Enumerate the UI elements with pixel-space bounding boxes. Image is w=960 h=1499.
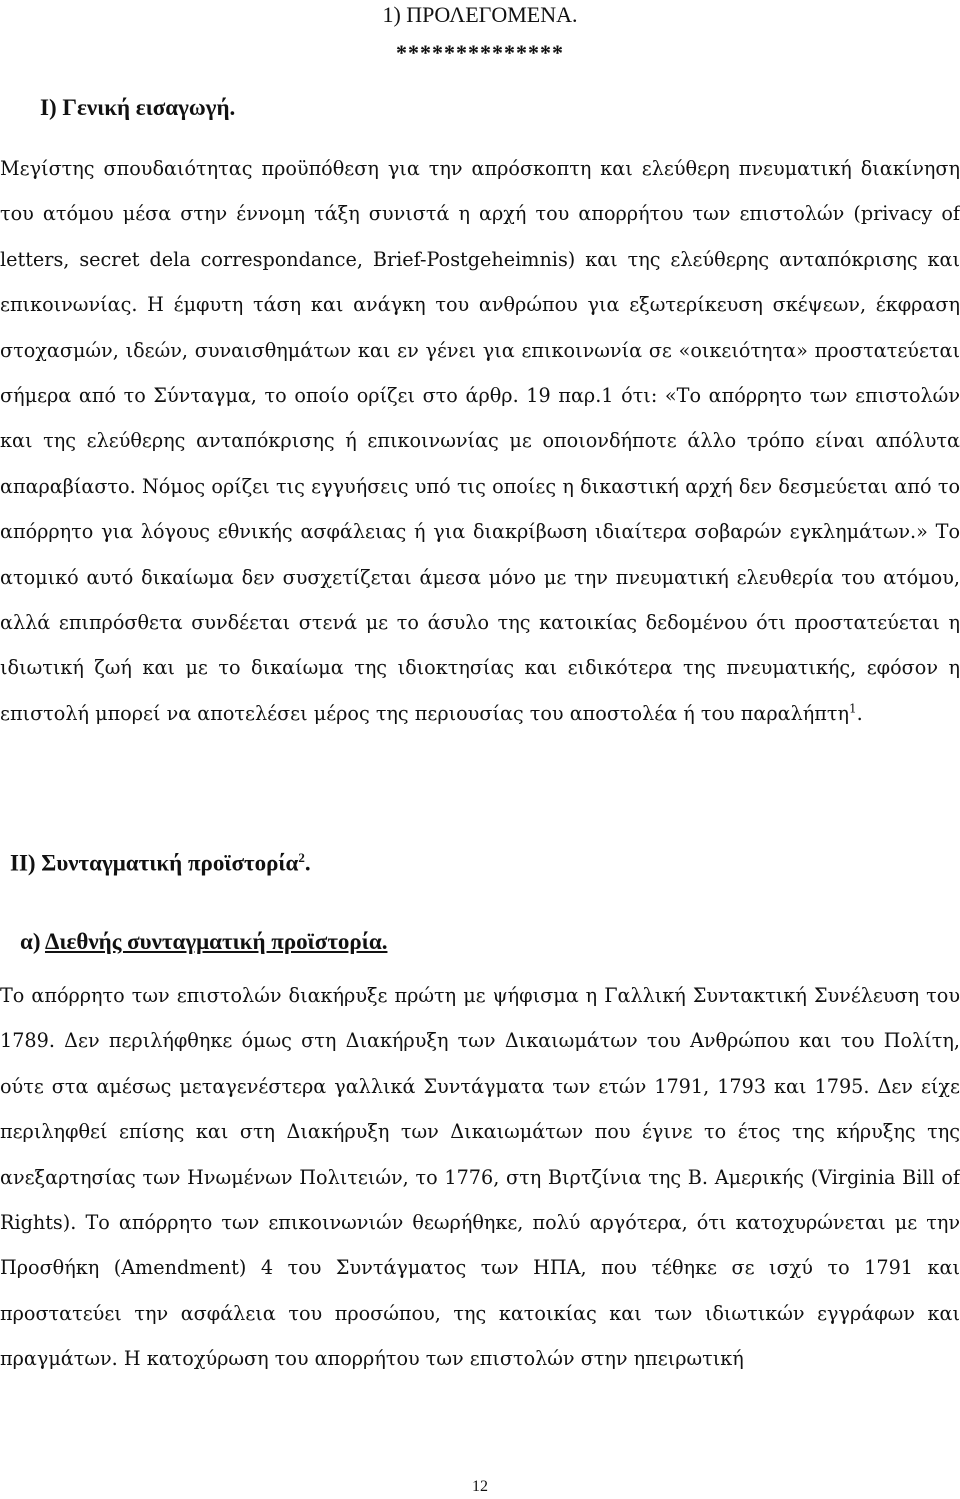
- paragraph-introduction: [0, 146, 960, 736]
- subsection-label: α): [20, 929, 45, 954]
- section-heading-constitutional-history: [10, 850, 311, 877]
- footnote-ref-1[interactable]: 1: [848, 701, 857, 716]
- title-asterisk-rule: **************: [396, 40, 564, 65]
- section-2-heading-text: ΙΙ) Συνταγματική προϊστορία: [10, 850, 299, 876]
- subsection-heading-international: [20, 929, 387, 955]
- paragraph-introduction-end: .: [856, 701, 863, 725]
- subsection-heading-text: Διεθνής συνταγματική προϊστορία.: [44, 929, 388, 954]
- page-number: 12: [472, 1478, 488, 1495]
- section-2-heading-end: .: [304, 850, 311, 876]
- chapter-title: 1) ΠΡΟΛΕΓΟΜΕΝΑ.: [382, 2, 578, 27]
- paragraph-international-history: Το απόρρητο των επιστολών διακήρυξε πρώτη με ψήφισμα η Γαλλική Συντακτική Συνέλευση του 1789. Δεν περιλήφθηκε όμως στη Διακήρυξη των Δικαιωμάτων του Ανθρώπου και του Πολίτη, ούτε στα αμέσως μεταγενέστερα γαλλικά Συντάγματα των ετών 1791, 1793 και 1795. Δεν είχε περιληφθεί επίσης και στη Διακήρυξη των Δικαιωμάτων που έγινε το έτος της κήρυξης της ανεξαρτησίας των Ηνωμένων Πολιτειών, το 1776, στη Βιρτζίνια της Β. Αμερικής (Virginia Bill of Rights). Το απόρρητο των επικοινωνιών θεωρήθηκε, πολύ αργότερα, ότι κατοχυρώνεται με την Προσθήκη (Amendment) 4 του Συντάγματος των ΗΠΑ, που τέθηκε σε ισχύ το 1791 και προστατεύει την ασφάλεια του προσώπου, της κατοικίας και των ιδιωτικών εγγράφων και πραγμάτων. Η κατοχύρωση του απορρήτου των επιστολών στην ηπειρωτική: [0, 984, 960, 1371]
- paragraph-introduction-text: Μεγίστης σπουδαιότητας προϋπόθεση για την απρόσκοπτη και ελεύθερη πνευματική διακίνηση του ατόμου μέσα στην έννομη τάξη συνιστά η αρχή του απορρήτου των επιστολών (privacy of letters, secret dela correspondance, Brief-Postgeheimnis) και της ελεύθερης ανταπόκρισης και επικοινωνίας. Η έμφυτη τάση και ανάγκη του ανθρώπου για εξωτερίκευση σκέψεων, έκφραση στοχασμών, ιδεών, συναισθημάτων και εν γένει για επικοινωνία σε «οικειότητα» προστατεύεται σήμερα από το Σύνταγμα, το οποίο ορίζει στο άρθρ. 19 παρ.1 ότι: «Το απόρρητο των επιστολών και της ελεύθερης ανταπόκρισης ή επικοινωνίας με οποιονδήποτε άλλο τρόπο είναι απόλυτα απαραβίαστο. Νόμος ορίζει τις εγγυήσεις υπό τις οποίες η δικαστική αρχή δεν δεσμεύεται από το απόρρητο για λόγους εθνικής ασφάλειας ή για διακρίβωση ιδιαίτερα σοβαρών εγκλημάτων.» Το ατομικό αυτό δικαίωμα δεν συσχετίζεται άμεσα μόνο με την πνευματική ελευθερία του ατόμου, αλλά επιπρόσθετα συνδέεται στενά με το άσυλο της κατοικίας δεδομένου ότι προστατεύεται η ιδιωτική ζωή και με το δικαίωμα της ιδιοκτησίας και ειδικότερα της πνευματικής, εφόσον η επιστολή μπορεί να αποτελέσει μέρος της περιουσίας του αποστολέα ή του παραλήπτη: [0, 157, 960, 725]
- footnote-ref-2[interactable]: 2: [298, 850, 305, 865]
- section-heading-general-introduction: Ι) Γενική εισαγωγή.: [40, 95, 236, 120]
